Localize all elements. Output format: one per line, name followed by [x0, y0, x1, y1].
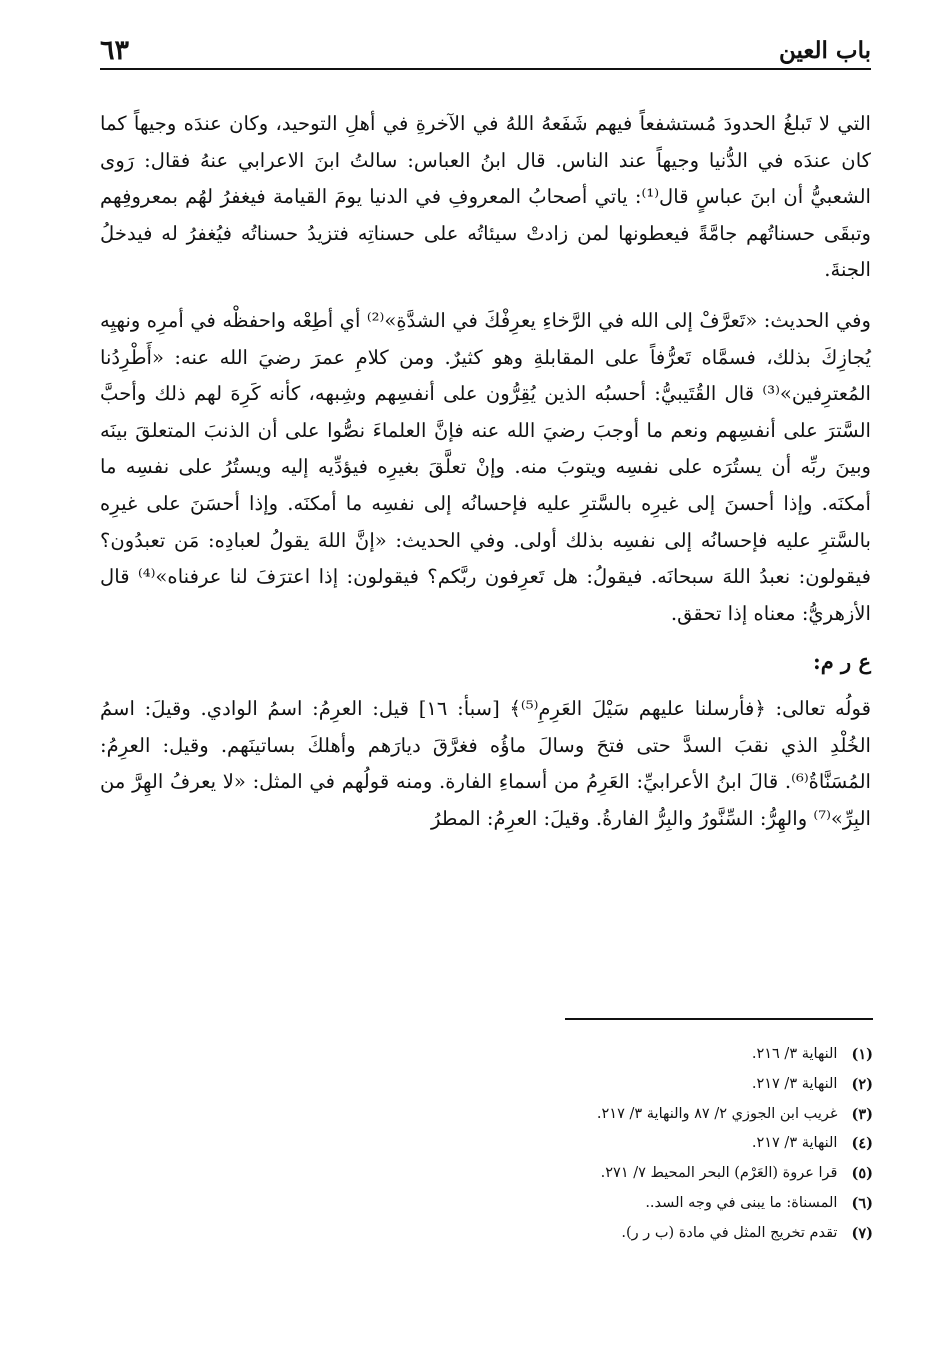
- footnote-text: تقدم تخريج المثل في مادة (ب ر ر).: [621, 1224, 838, 1241]
- footnote-text: قرا عروة (العَرْم) البحر المحيط ٧/ ٢٧١.: [600, 1165, 838, 1182]
- footnotes: [300, 1040, 873, 1249]
- footnote-number: (٧): [851, 1224, 873, 1242]
- footnote-number: (٥): [851, 1165, 873, 1183]
- footnote: [300, 1189, 873, 1219]
- page-number: ٦٣: [100, 35, 130, 66]
- entry-heading: ع ر م:: [812, 649, 871, 675]
- footnote-text: النهاية ٣/ ٢١٧.: [751, 1075, 838, 1092]
- footnote-text: النهاية ٣/ ٢١٧.: [751, 1135, 838, 1152]
- footnote-text: النهاية ٣/ ٢١٦.: [751, 1046, 838, 1062]
- paragraph-2: وفي الحديث: «تَعرَّفْ إلى الله في الرَّخاءِ يعرِفْكَ في الشدَّةِ»⁽²⁾ أي أطِعْه واحفظْه في أمرِه ونهيِه يُجازِكَ بذلك، فسمَّاه تَعرُّفاً على المقابلةِ وهو كثيرٌ. ومن كلامِ عمرَ رضيَ الله عنه: «أَطْرِدُنا المُعترِفين»⁽³⁾ قال القُتَيبيُّ: أحسبُه الذين يُقِرُّون على أنفسِهم وشِبهه، كأنه كَرِهَ لهم ذلك وأحبَّ السَّترَ على أنفسِهم ونعم ما أوجبَ رضيَ الله عنه فإنَّ العلماءَ نصُّوا على أن الذنبَ المتعلقَ بينَه وبينَ ربِّه أن يستُرَه على نفسِه ويتوبَ منه. وإنْ تعلَّقَ بغيرِه فيؤدِّيه إليه ويستُرُ على نفسِه ما أمكنَه. وإذا أحسنَ إلى غيرِه بالسَّترِ عليه فإحسانُه إلى نفسِه ما أمكنَه. وإذا أحسَنَ على غيرِه بالسَّترِ عليه فإحسانُه إلى نفسِه بذلك أولى. وفي الحديث: «إنَّ اللهَ يقولُ لعبادِه: مَن تعبدُون؟ فيقولون: نعبدُ اللهَ سبحانَه. فيقولُ: هل تَعرِفون ربَّكم؟ فيقولون: إذا اعترَفَ لنا عرفناه»⁽⁴⁾ قال الأزهريُّ: معناه إذا تحقق.: [100, 308, 872, 625]
- paragraph-3: قولُه تعالى: ﴿فأرسلنا عليهم سَيْلَ العَرِمِ⁽⁵⁾﴾ [سبأ: ١٦] قيل: العرِمُ: اسمُ الوادي. وقيلَ: اسمُ الخُلْدِ الذي نقبَ السدَّ حتى فتحَ وسالَ ماؤُه فغرَّقَ ديارَهم وأهلكَ بساتينَهم. وقيل: العرِمُ: المُسَنَّاةُ⁽⁶⁾. قالَ ابنُ الأعرابيِّ: العَرِمُ من أسماءِ الفارة. ومنه قولُهم في المثل: «لا يعرفُ الهِرَّ من البِرِّ»⁽⁷⁾ والهِرُّ: السِّنَّورُ والبِرُّ الفارةُ. وقيلَ: العرِمُ: المطرُ: [100, 696, 871, 830]
- footnote-text: غريب ابن الجوزي ٢/ ٨٧ والنهاية ٣/ ٢١٧.: [596, 1105, 838, 1122]
- footnote-separator: [565, 1018, 873, 1020]
- footnote: [300, 1100, 873, 1130]
- footnote-text: المسناة: ما يبنى في وجه السد..: [645, 1194, 838, 1211]
- footnote: [300, 1070, 873, 1100]
- paragraph-1: التي لا تَبلغُ الحدودَ مُستشفعاً فيهم شَفَعهُ اللهُ في الآخرةِ في أهلِ التوحيد، وكان عندَه وجيهاً كما كان عندَه في الدُّنيا وجيهاً عند الناس. قال ابنُ العباس: سالتُ ابنَ الاعرابي عنهُ فقال: رَوى الشعبيُّ أن ابنَ عباسٍ قال⁽¹⁾: ياتي أصحابُ المعروفِ في الدنيا يومَ القيامة فيغفرُ لهُم بمعروفِهم وتبقَى حسناتُهم جامَّةً فيعطونها لمن زادتْ سيئاتُه على حسناتِه فتزيدُ حسناتُه فيُغفرُ له فيدخلُ الجنةَ.: [100, 112, 871, 282]
- footnote-number: (٣): [851, 1105, 873, 1123]
- footnote-number: (٦): [851, 1194, 873, 1212]
- footnote: [300, 1159, 873, 1189]
- footnote: [300, 1040, 873, 1070]
- main-text: [100, 106, 871, 837]
- chapter-title: باب العين: [778, 37, 871, 64]
- footnote-number: (٤): [851, 1135, 873, 1153]
- footnote-number: (٢): [851, 1075, 873, 1093]
- running-header: [100, 28, 871, 70]
- footnote: [300, 1129, 873, 1159]
- footnote-number: (١): [851, 1046, 873, 1063]
- footnote: [300, 1219, 873, 1249]
